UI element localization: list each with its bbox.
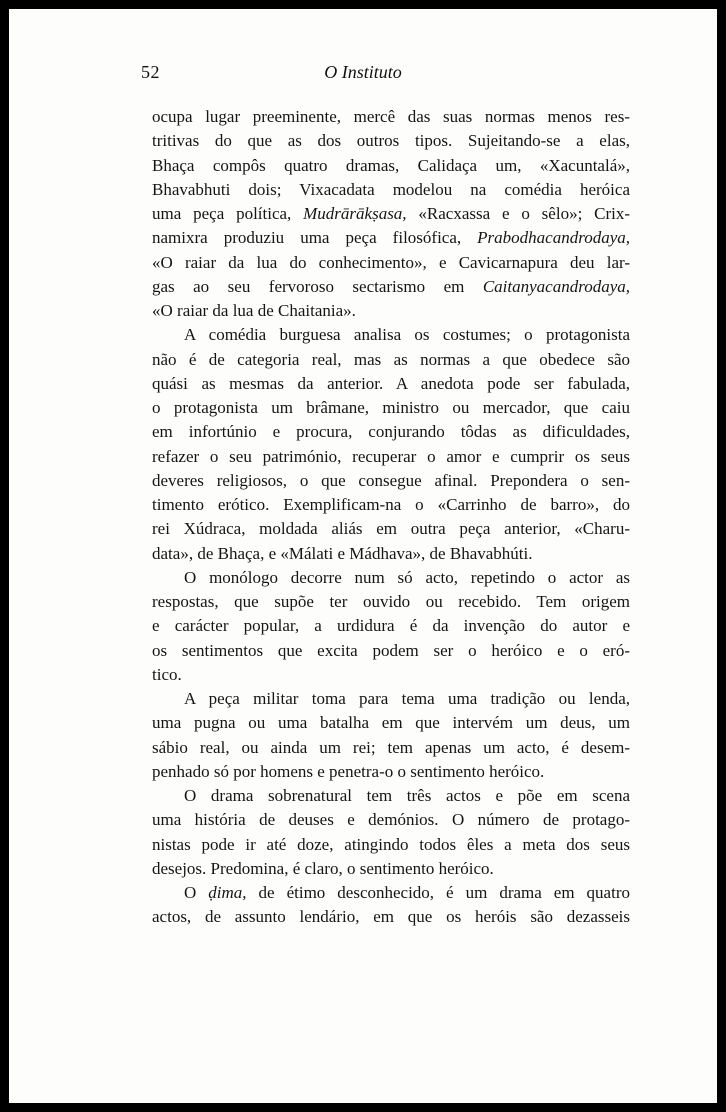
text-line: «O raiar da lua de Chaitania». [152, 301, 356, 320]
text-line: actos, de assunto lendário, em que os heróis são dezasseis [152, 907, 630, 927]
text-run: O [184, 883, 209, 902]
paragraph-first-line: A peça militar toma para tema uma tradição ou lenda, [184, 689, 630, 708]
text-line: respostas, que supõe ter ouvido ou recebido. Tem origem [152, 592, 630, 611]
italic-title: Mudrārākṣasa, [303, 204, 407, 223]
text-line: timento erótico. Exemplificam-na o «Carrinho de barro», do [152, 495, 630, 514]
book-page [9, 9, 717, 1103]
italic-title: Prabodhacandrodaya, [477, 228, 630, 248]
text-line: uma história de deuses e demónios. O número de protago- [152, 810, 630, 830]
text-line: ocupa lugar preeminente, mercê das suas normas menos res- [152, 107, 630, 126]
text-line [152, 226, 630, 250]
body-text [152, 105, 630, 930]
text-line: nistas pode ir até doze, atingindo todos êles a meta dos seus [152, 834, 630, 854]
text-line: em infortúnio e procura, conjurando tôdas as dificuldades, [152, 422, 630, 442]
text-line: tico. [152, 664, 182, 684]
text-line: rei Xúdraca, moldada aliás em outra peça anterior, «Charu- [152, 519, 630, 539]
text-line [152, 202, 630, 226]
text-line: «O raiar da lua do conhecimento», e Cavicarnapura deu lar- [152, 252, 630, 272]
text-line: o protagonista um brâmane, ministro ou mercador, que caiu [152, 398, 630, 417]
text-line: data», de Bhaça, e «Málati e Mádhava», de Bhavabhúti. [152, 543, 533, 563]
text-line [152, 275, 630, 299]
text-line: quási as mesmas da anterior. A anedota pode ser fabulada, [152, 373, 630, 393]
text-line: tritivas do que as dos outros tipos. Sujeitando-se a elas, [152, 131, 630, 151]
italic-title: Caitanyacandrodaya, [482, 276, 630, 296]
page-number: 52 [141, 62, 160, 82]
text-line: Bhaça compôs quatro dramas, Calidaça um, «Xacuntalá», [152, 155, 630, 175]
text-line: sábio real, ou ainda um rei; tem apenas um acto, é desem- [152, 737, 630, 757]
text-line: Bhavabhuti dois; Vixacadata modelou na comédia heróica [152, 179, 630, 199]
text-line: refazer o seu património, recuperar o amor e cumprir os seus [152, 446, 630, 466]
paragraph-first-line: A comédia burguesa analisa os costumes; o protagonista [184, 325, 630, 345]
paragraph-first-line: O monólogo decorre num só acto, repetindo o actor as [184, 567, 630, 587]
running-title: O Instituto [324, 62, 402, 82]
text-run: de étimo desconhecido, é um drama em quatro [246, 883, 630, 902]
text-run: «Racxassa e o sêlo»; Crix- [406, 204, 631, 223]
text-line: desejos. Predomina, é claro, o sentimento heróico. [152, 858, 494, 878]
text-line: e carácter popular, a urdidura é da invenção do autor e [152, 616, 630, 636]
text-line: os sentimentos que excita podem ser o heróico e o eró- [152, 640, 630, 660]
text-run: gas ao seu fervoroso sectarismo em [152, 276, 483, 296]
paragraph-first-line [152, 881, 630, 905]
paragraph-first-line: O drama sobrenatural tem três actos e põe em scena [184, 786, 630, 805]
text-line: uma pugna ou uma batalha em que intervém um deus, um [152, 713, 630, 733]
text-run: namixra produziu uma peça filosófica, [152, 228, 478, 248]
page-header [9, 62, 717, 86]
italic-term: ḍima, [208, 883, 247, 902]
text-line: deveres religiosos, o que consegue afinal. Prepondera o sen- [152, 470, 630, 490]
text-line: não é de categoria real, mas as normas a que obedece são [152, 349, 630, 369]
text-line: penhado só por homens e penetra-o o sentimento heróico. [152, 761, 545, 781]
text-run: uma peça política, [152, 204, 304, 223]
